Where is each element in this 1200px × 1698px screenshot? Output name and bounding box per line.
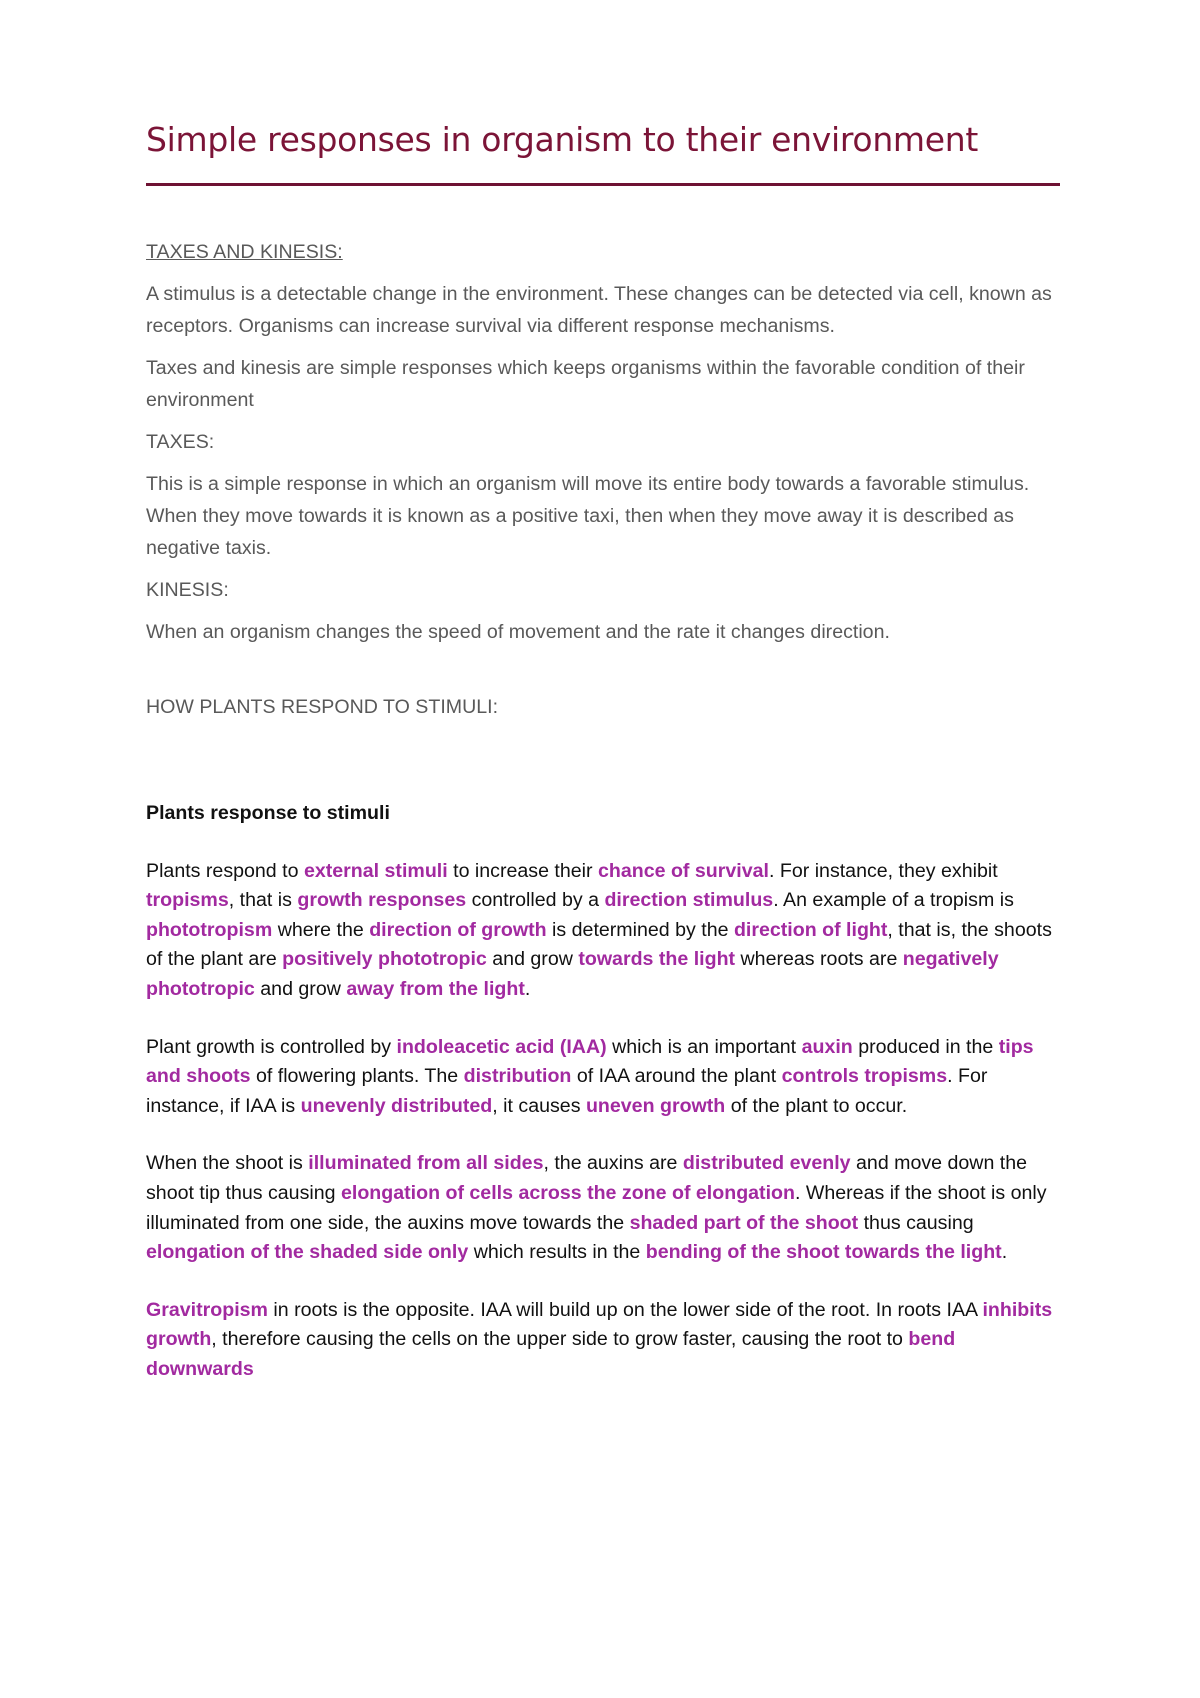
title-divider [146,183,1060,186]
plants-paragraph-3 [146,1149,1060,1267]
highlighted-term: direction stimulus [604,889,774,912]
highlighted-term: illuminated from all sides [308,1152,544,1175]
document-page [146,120,1060,1385]
section-heading-taxes-kinesis: TAXES AND KINESIS: [146,241,343,263]
taxes-kinesis-paragraph: Taxes and kinesis are simple responses which keeps organisms within the favorable condition of their environment [146,357,1025,411]
highlighted-term: indoleacetic acid (IAA) [396,1035,607,1058]
highlighted-term: elongation of the shaded side only [146,1241,469,1264]
text-run: and grow [254,977,347,1000]
highlighted-term: towards the light [578,948,736,971]
highlighted-term: bend downwards [146,1328,956,1380]
highlighted-term: growth responses [297,889,467,912]
text-run: , therefore causing the cells on the upper side to grow faster, causing the root to [211,1328,909,1351]
text-run: and grow [486,948,579,971]
text-run: , the auxins are [543,1152,683,1175]
text-run: to increase their [447,859,598,882]
highlighted-term: tips and shoots [146,1035,1034,1088]
text-run: whereas roots are [735,948,903,971]
text-run: . Whereas if the shoot is only illuminated from one side, the auxins move towards the [146,1181,1047,1234]
highlighted-term: inhibits growth [146,1298,1053,1351]
text-run: , that is, the shoots of the plant are [146,918,1052,971]
highlighted-term: tropisms [146,889,229,912]
page-title: Simple responses in organism to their environment [146,120,979,159]
highlighted-term: direction of growth [369,918,547,941]
taxes-paragraph: This is a simple response in which an organism will move its entire body towards a favorable stimulus. When they move towards it is known as a positive taxi, then when they move away it is described as negative taxis. [146,473,1030,559]
text-run: of flowering plants. The [250,1065,464,1088]
kinesis-label: KINESIS: [146,579,229,601]
section-heading-plants-respond: HOW PLANTS RESPOND TO STIMULI: [146,696,499,718]
highlighted-term: unevenly distributed [300,1094,493,1117]
highlighted-term: away from the light [346,977,525,1000]
text-run: . [1001,1241,1008,1264]
text-run: and move down the shoot tip thus causing [146,1152,1028,1204]
text-run: is determined by the [546,918,734,941]
highlighted-term: shaded part of the shoot [629,1211,859,1234]
highlighted-term: external stimuli [303,859,448,882]
stimulus-paragraph: A stimulus is a detectable change in the environment. These changes can be detected via cell, known as receptors. Organisms can increase survival via different response mechanisms. [146,283,1052,337]
text-run: in roots is the opposite. IAA will build up on the lower side of the root. In roots IAA [267,1298,983,1321]
highlighted-term: auxin [801,1035,853,1058]
highlighted-term: uneven growth [585,1094,726,1117]
text-run: When the shoot is [146,1152,309,1175]
text-run: Plants respond to [146,859,304,882]
highlighted-term: distribution [463,1065,572,1088]
taxes-label: TAXES: [146,431,215,453]
text-run: , it causes [492,1094,586,1117]
highlighted-term: chance of survival [597,859,769,882]
highlighted-term: Gravitropism [146,1298,268,1321]
text-run: . For instance, if IAA is [146,1065,988,1117]
highlighted-term: phototropism [146,918,273,941]
plants-paragraph-2 [146,1033,1060,1122]
highlighted-term: controls tropisms [781,1065,948,1088]
text-run: of IAA around the plant [571,1065,782,1088]
text-run: , that is [228,889,298,912]
highlighted-term: distributed evenly [682,1152,851,1175]
text-run: which results in the [468,1241,646,1264]
text-run: thus causing [858,1211,974,1234]
text-run: which is an important [606,1035,802,1058]
highlighted-term: elongation of cells across the zone of elongation [340,1181,795,1204]
highlighted-term: positively phototropic [282,948,487,971]
text-run: where the [272,918,370,941]
highlighted-term: direction of light [733,918,888,941]
plants-response-heading: Plants response to stimuli [146,802,390,824]
text-run: . For instance, they exhibit [768,859,998,882]
kinesis-paragraph: When an organism changes the speed of movement and the rate it changes direction. [146,621,890,643]
text-run: controlled by a [466,889,605,912]
highlighted-term: negatively phototropic [146,948,999,1000]
text-run: . An example of a tropism is [773,889,1014,912]
text-run: of the plant to occur. [725,1094,908,1117]
plants-paragraph-4 [146,1296,1060,1385]
plants-paragraph-1 [146,857,1060,1005]
text-run: . [524,977,531,1000]
text-run: Plant growth is controlled by [146,1035,397,1058]
highlighted-term: bending of the shoot towards the light [645,1241,1002,1264]
text-run: produced in the [852,1035,999,1058]
